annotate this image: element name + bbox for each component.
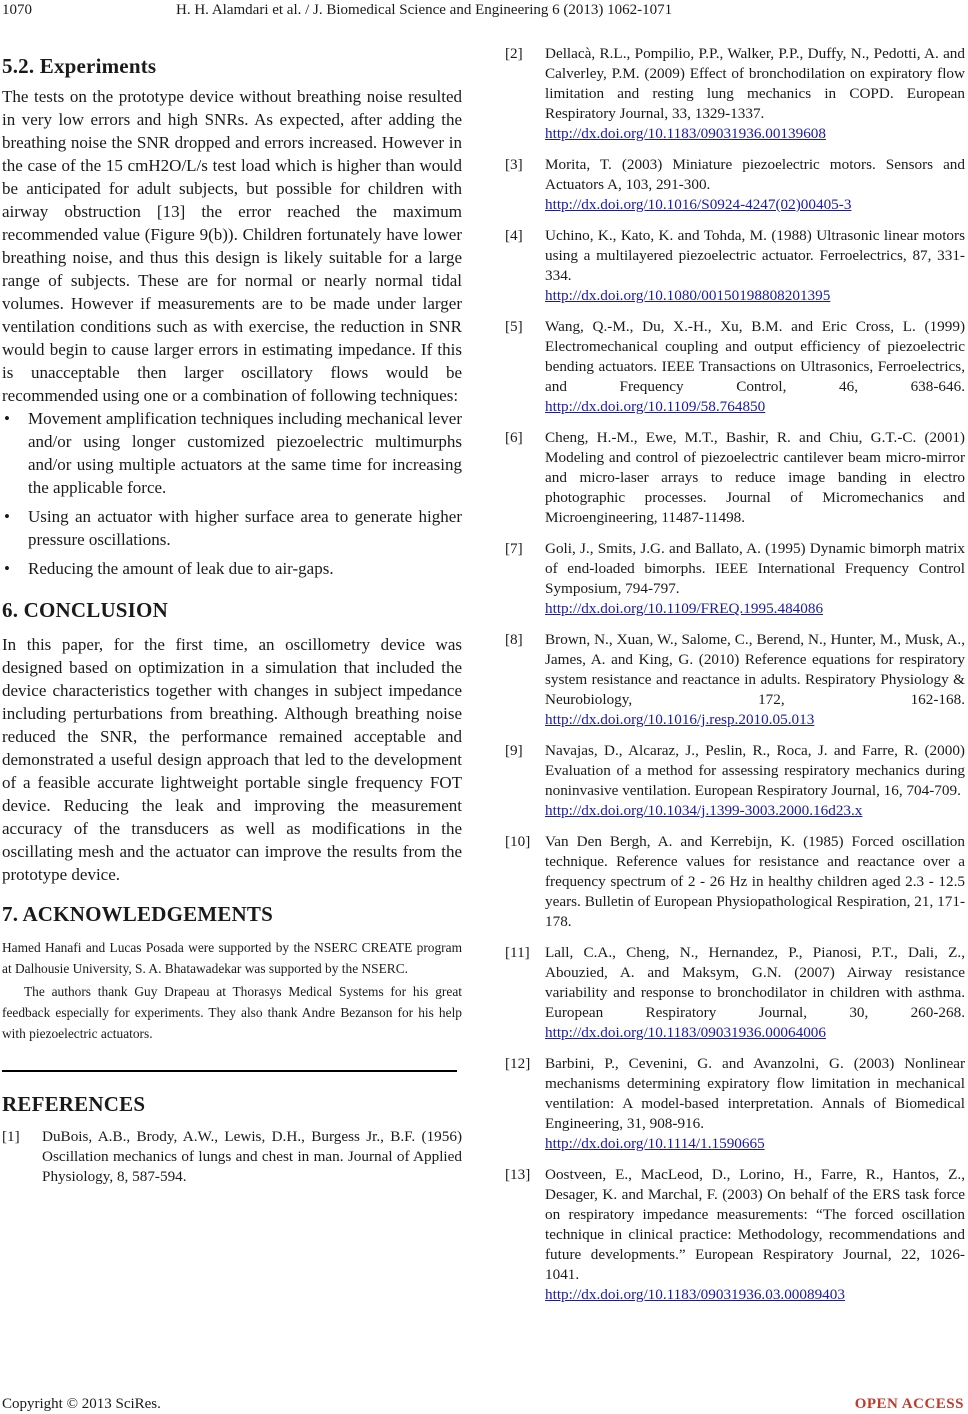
reference-text: Goli, J., Smits, J.G. and Ballato, A. (1995) Dynamic bimorph matrix of end-loaded bimorphs. IEEE International Frequency Control Symposium, 794-797.	[545, 540, 965, 597]
reference-item	[505, 428, 965, 528]
doi-link[interactable]: http://dx.doi.org/10.1016/S0924-4247(02)00405-3	[545, 196, 852, 213]
reference-text: Morita, T. (2003) Miniature piezoelectric motors. Sensors and Actuators A, 103, 291-300.	[545, 156, 965, 193]
doi-link[interactable]: http://dx.doi.org/10.1109/FREQ.1995.484086	[545, 600, 824, 617]
doi-link[interactable]: http://dx.doi.org/10.1183/09031936.00064006	[545, 1024, 826, 1041]
reference-item	[505, 226, 965, 306]
list-item-text: Using an actuator with higher surface area to generate higher pressure oscillations.	[28, 507, 462, 549]
reference-text: Dellacà, R.L., Pompilio, P.P., Walker, P.P., Duffy, N., Pedotti, A. and Calverley, P.M. (2009) Effect of bronchodilation on expiratory flow limitation and resting lung mechanics in COPD. European Respiratory Journal, 33, 1329-1337.	[545, 45, 965, 122]
reference-item	[505, 155, 965, 215]
references-list-right	[505, 44, 965, 1305]
doi-link[interactable]: http://dx.doi.org/10.1080/00150198808201395	[545, 287, 831, 304]
bullet-icon: •	[4, 559, 10, 578]
list-item	[2, 505, 462, 551]
doi-link[interactable]: http://dx.doi.org/10.1114/1.1590665	[545, 1135, 765, 1152]
page-number: 1070	[2, 2, 32, 18]
doi-link[interactable]: http://dx.doi.org/10.1034/j.1399-3003.2000.16d23.x	[545, 802, 863, 819]
section-heading-experiments: 5.2. Experiments	[2, 54, 157, 78]
bullet-icon: •	[4, 409, 10, 428]
reference-text: Brown, N., Xuan, W., Salome, C., Berend, N., Hunter, M., Musk, A., James, A. and King, G. (2010) Reference equations for respiratory system resistance and reactance in adults. Respiratory Physiology & Neurobiology, 172, 162-168.	[545, 631, 965, 708]
section-heading-acknowledgements: 7. ACKNOWLEDGEMENTS	[2, 902, 274, 926]
reference-number: [11]	[505, 944, 530, 961]
reference-text: Cheng, H.-M., Ewe, M.T., Bashir, R. and Chiu, G.T.-C. (2001) Modeling and control of piezoelectric cantilever beam micro-mirror and micro-laser arrays to reduce image banding in electro photographic processes. Journal of Micromechanics and Microengineering, 11487-11498.	[545, 429, 965, 526]
reference-text: Lall, C.A., Cheng, N., Hernandez, P., Pianosi, P.T., Dali, Z., Abouzied, A. and Maksym, G.N. (2007) Airway resistance variability and response to bronchodilator in children with asthma. European Respiratory Journal, 30, 260-268.	[545, 944, 965, 1021]
list-item-text: Reducing the amount of leak due to air-gaps.	[28, 559, 334, 578]
page-header	[0, 2, 968, 24]
reference-text: Oostveen, E., MacLeod, D., Lorino, H., Farre, R., Hantos, Z., Desager, K. and Marchal, F. (2003) On behalf of the ERS task force on respiratory impedance measurements: “The forced oscillation technique in clinical practice: Methodology, recommendations and future developments.” European Respiratory Journal, 22, 1026-1041.	[545, 1166, 965, 1283]
section-divider	[2, 1070, 457, 1072]
reference-text: Barbini, P., Cevenini, G. and Avanzolni, G. (2003) Nonlinear mechanisms determining expiratory flow limitation in mechanical ventilation: A model-based interpretation. Annals of Biomedical Engineering, 31, 908-916.	[545, 1055, 965, 1132]
reference-number: [12]	[505, 1055, 531, 1072]
running-head: H. H. Alamdari et al. / J. Biomedical Science and Engineering 6 (2013) 1062-1071	[176, 2, 673, 18]
reference-item	[505, 832, 965, 932]
reference-item	[505, 539, 965, 619]
reference-item	[505, 44, 965, 144]
reference-item	[505, 741, 965, 821]
doi-link[interactable]: http://dx.doi.org/10.1183/09031936.00139608	[545, 125, 826, 142]
reference-number: [10]	[505, 833, 531, 850]
list-item	[2, 407, 462, 499]
bullet-icon: •	[4, 507, 10, 526]
reference-item	[505, 1054, 965, 1154]
doi-link[interactable]: http://dx.doi.org/10.1109/58.764850	[545, 398, 766, 415]
section-heading-references: REFERENCES	[2, 1092, 146, 1116]
reference-item	[505, 1165, 965, 1305]
reference-number: [6]	[505, 429, 523, 446]
reference-number: [4]	[505, 227, 523, 244]
acknowledgements-paragraph-2: The authors thank Guy Drapeau at Thorasys Medical Systems for his great feedback especially for experiments. They also thank Andre Bezanson for his help with piezoelectric actuators.	[2, 984, 462, 1041]
open-access-badge: OPEN ACCESS	[854, 1396, 964, 1412]
acknowledgements-paragraph-1: Hamed Hanafi and Lucas Posada were supported by the NSERC CREATE program at Dalhousie University, S. A. Bhatawadekar was supported by the NSERC.	[2, 940, 462, 976]
reference-item	[2, 1127, 462, 1187]
techniques-list	[2, 407, 462, 580]
reference-number: [1]	[2, 1128, 20, 1145]
reference-item	[505, 943, 965, 1043]
reference-item	[505, 630, 965, 730]
left-column	[2, 54, 462, 1198]
doi-link[interactable]: http://dx.doi.org/10.1016/j.resp.2010.05.013	[545, 711, 815, 728]
reference-item	[505, 317, 965, 417]
list-item-text: Movement amplification techniques including mechanical lever and/or using longer customized piezoelectric multimurphs and/or using multiple actuators at the same time for increasing the applicable force.	[28, 409, 462, 497]
reference-text: Wang, Q.-M., Du, X.-H., Xu, B.M. and Eric Cross, L. (1999) Electromechanical coupling and output efficiency of piezoelectric bending actuators. IEEE Transactions on Ultrasonics, Ferroelectrics, and Frequency Control, 46, 638-646.	[545, 318, 965, 395]
reference-text: Van Den Bergh, A. and Kerrebijn, K. (1985) Forced oscillation technique. Reference values for resistance and reactance over a frequency spectrum of 2 - 26 Hz in healthy children aged 2.3 - 12.5 years. Bulletin of European Physiopathological Respiration, 21, 171-178.	[545, 833, 965, 930]
right-column	[505, 44, 965, 1316]
list-item	[2, 557, 462, 580]
reference-text: Uchino, K., Kato, K. and Tohda, M. (1988) Ultrasonic linear motors using a multilayered piezoelectric actuator. Ferroelectrics, 87, 331-334.	[545, 227, 965, 284]
doi-link[interactable]: http://dx.doi.org/10.1183/09031936.03.00089403	[545, 1286, 845, 1303]
reference-number: [3]	[505, 156, 523, 173]
reference-number: [5]	[505, 318, 523, 335]
reference-text: Navajas, D., Alcaraz, J., Peslin, R., Roca, J. and Farre, R. (2000) Evaluation of a method for assessing respiratory mechanics during noninvasive ventilation. European Respiratory Journal, 16, 704-709.	[545, 742, 965, 799]
reference-number: [8]	[505, 631, 523, 648]
reference-number: [13]	[505, 1166, 531, 1183]
reference-number: [9]	[505, 742, 523, 759]
reference-number: [2]	[505, 45, 523, 62]
reference-number: [7]	[505, 540, 523, 557]
section-heading-conclusion: 6. CONCLUSION	[2, 598, 168, 622]
conclusion-paragraph: In this paper, for the first time, an oscillometry device was designed based on optimization in a simulation that included the device characteristics together with changes in subject impedance including perturbations from breathing. Although breathing noise reduced the SNR, the performance remained acceptable and demonstrated a useful design approach that led to the development of a feasible accurate lightweight portable single frequency FOT device. Reducing the leak and improving the measurement accuracy of the transducers as well as modifications in the oscillating mesh and the actuator can improve the results from the prototype device.	[2, 635, 462, 884]
references-list-left	[2, 1127, 462, 1187]
experiments-paragraph: The tests on the prototype device without breathing noise resulted in very low errors and high SNRs. As expected, after adding the breathing noise the SNR dropped and errors increased. However in the case of the 15 cmH2O/L/s test load which is higher than would be anticipated for adult subjects, but possible for children with airway obstruction [13] the error reached the maximum recommended value (Figure 9(b)). Children fortunately have lower breathing noise, and thus this design is likely suitable for a large range of subjects. These are for normal or nearly normal tidal volumes. However if measurements are to be made under larger ventilation conditions such as with exercise, the reduction in SNR would begin to cause larger errors in estimating impedance. If this is unacceptable then larger oscillatory flows would be recommended using one or a combination of following techniques:	[2, 87, 462, 405]
reference-text: DuBois, A.B., Brody, A.W., Lewis, D.H., Burgess Jr., B.F. (1956) Oscillation mechanics of lungs and chest in man. Journal of Applied Physiology, 8, 587-594.	[42, 1128, 462, 1185]
copyright-notice: Copyright © 2013 SciRes.	[2, 1396, 161, 1412]
